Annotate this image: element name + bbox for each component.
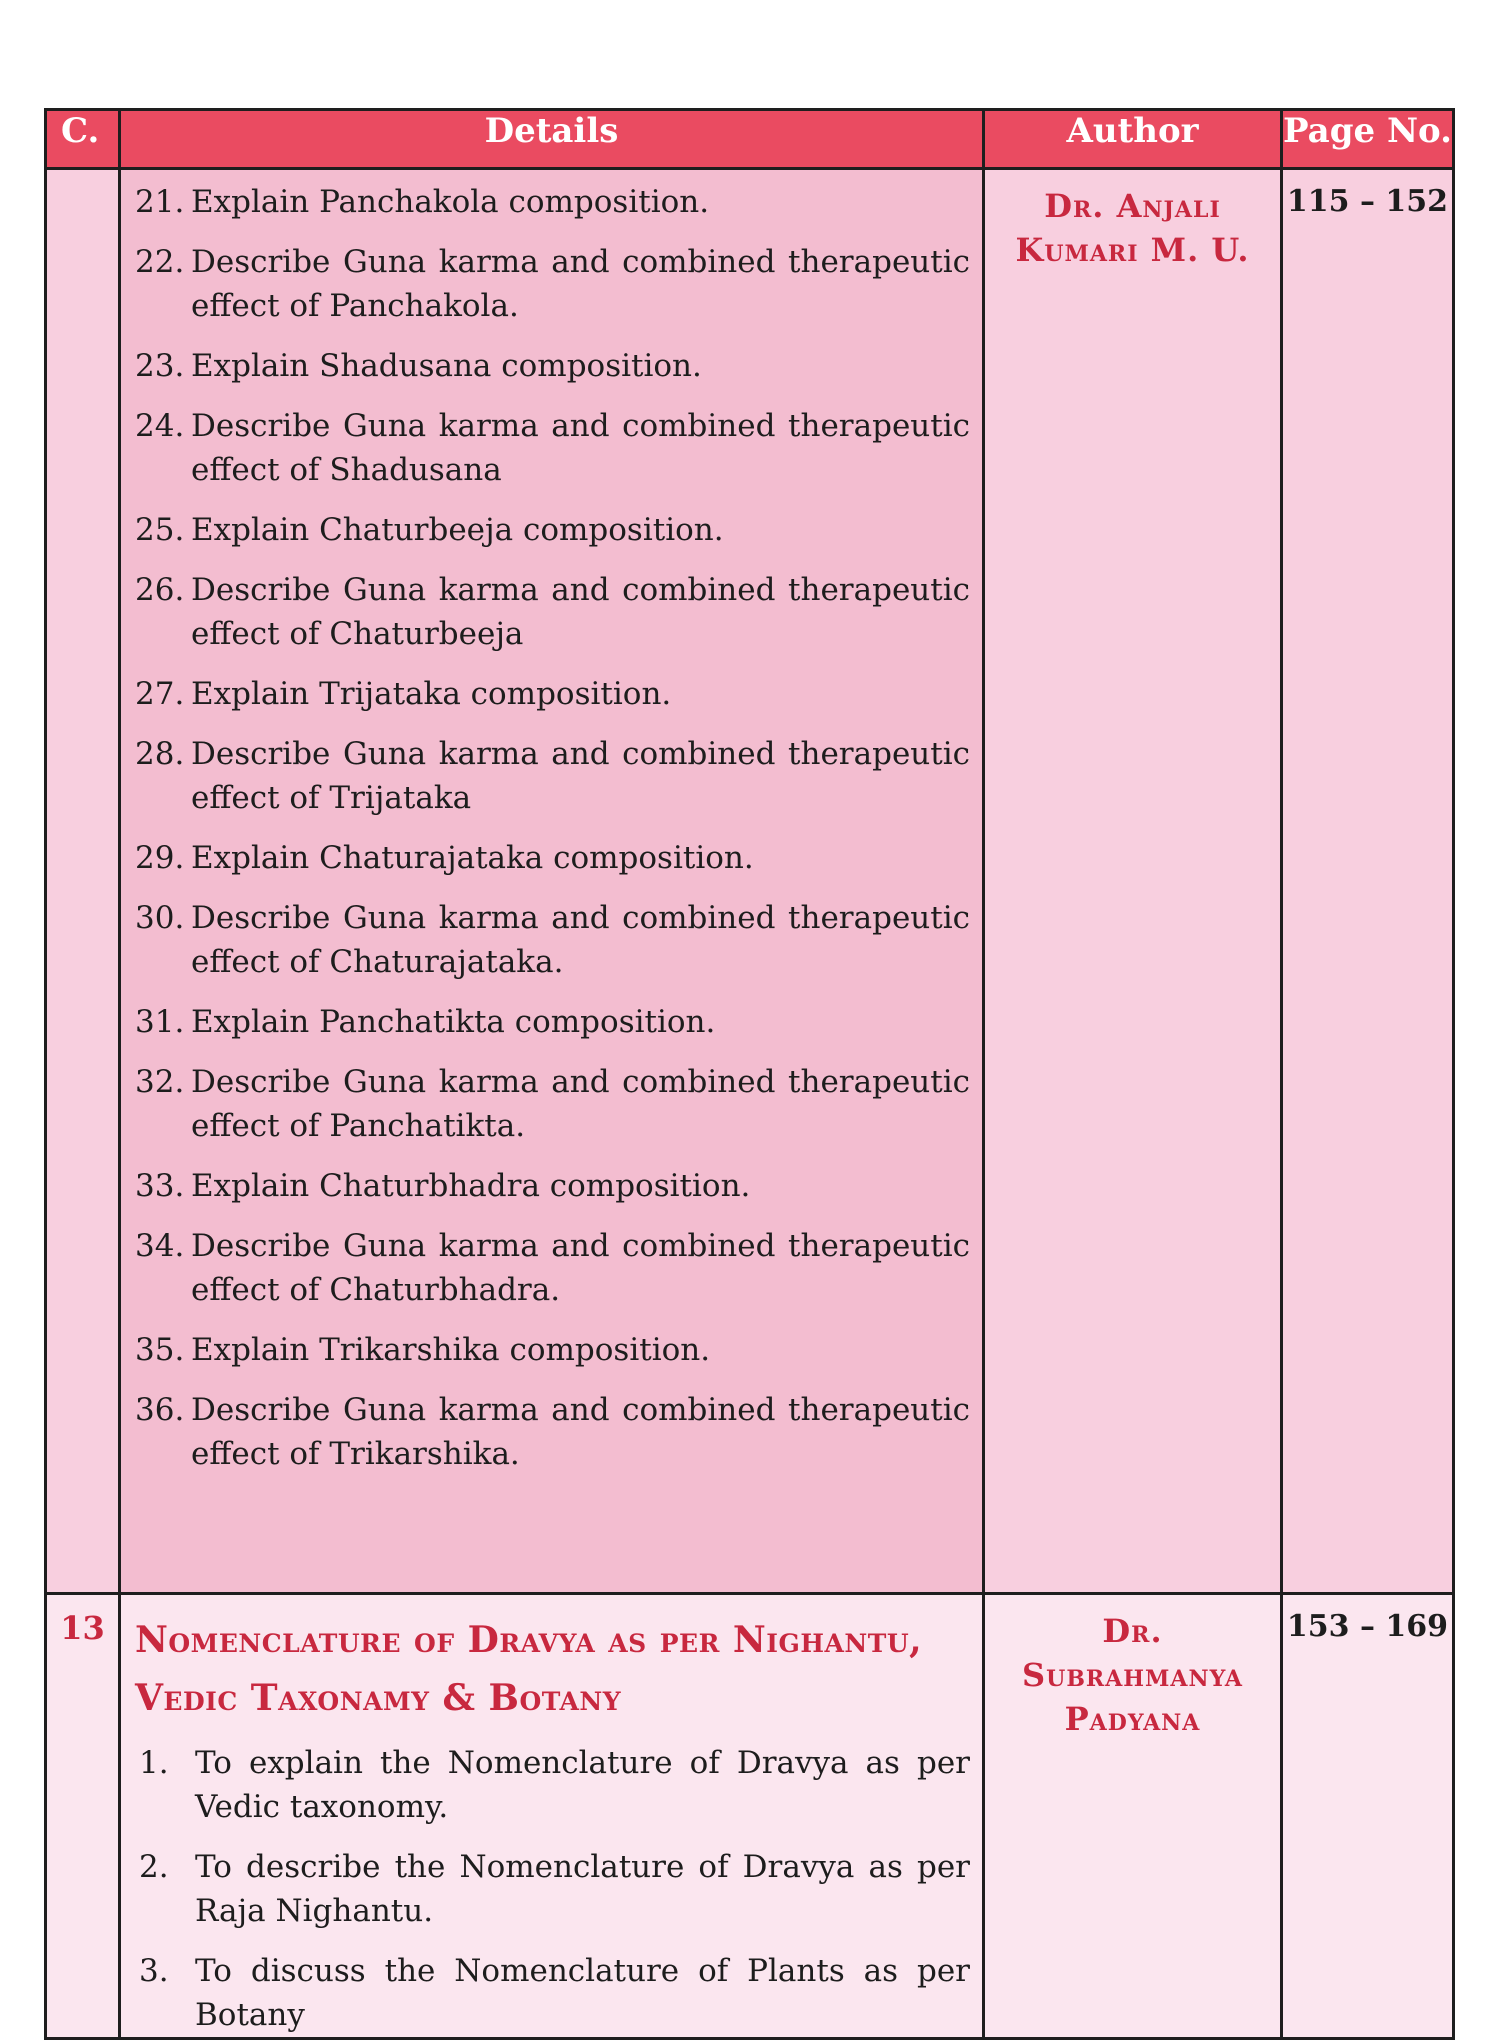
list-item: 33. Explain Chaturbhadra composition. (135, 1168, 751, 1204)
section-12-author: Dr. Anjali Kumari M. U. (984, 169, 1282, 1594)
list-item: 34. Describe Guna karma and combined therapeutic effect of Chaturbhadra. (135, 1228, 970, 1308)
list-item: 30. Describe Guna karma and combined therapeutic effect of Chaturajataka. (135, 900, 970, 980)
contents-table (44, 108, 1455, 2040)
list-item: 24. Describe Guna karma and combined therapeutic effect of Shadusana (135, 408, 970, 488)
header-details: Details (120, 110, 984, 169)
section-12-number (46, 169, 120, 1594)
list-item: 31. Explain Panchatikta composition. (135, 1004, 716, 1040)
list-item: 2. To describe the Nomenclature of Dravya as per Raja Nighantu. (139, 1849, 970, 1929)
list-item: 28. Describe Guna karma and combined therapeutic effect of Trijataka (135, 736, 970, 816)
section-13-pages: 153 – 169 (1282, 1594, 1454, 2039)
section-13-details (120, 1594, 984, 2039)
list-item: 3. To discuss the Nomenclature of Plants as per Botany (139, 1953, 970, 2033)
list-item: 29. Explain Chaturajataka composition. (135, 840, 754, 876)
list-item: 23. Explain Shadusana composition. (135, 348, 702, 384)
list-item: 27. Explain Trijataka composition. (135, 676, 672, 712)
section-13-author: Dr. Subrahmanya Padyana (984, 1594, 1282, 2039)
list-item: 35. Explain Trikarshika composition. (135, 1332, 711, 1368)
section-13-question-list (135, 1741, 970, 2037)
list-item: 25. Explain Chaturbeeja composition. (135, 512, 724, 548)
section-13-row (46, 1594, 1454, 2039)
section-12-row (46, 169, 1454, 1594)
list-item: 36. Describe Guna karma and combined therapeutic effect of Trikarshika. (135, 1392, 970, 1472)
header-page-no: Page No. (1282, 110, 1454, 169)
list-item: 1. To explain the Nomenclature of Dravya as per Vedic taxonomy. (139, 1745, 970, 1825)
list-item: 22. Describe Guna karma and combined therapeutic effect of Panchakola. (135, 244, 970, 324)
section-12-details (120, 169, 984, 1594)
list-item: 32. Describe Guna karma and combined therapeutic effect of Panchatikta. (135, 1064, 970, 1144)
list-item: 21. Explain Panchakola composition. (135, 184, 710, 220)
section-13-number: 13 (46, 1594, 120, 2039)
section-12-question-list (135, 180, 970, 1476)
list-item: 26. Describe Guna karma and combined therapeutic effect of Chaturbeeja (135, 572, 970, 652)
header-author: Author (984, 110, 1282, 169)
section-13-title: Nomenclature of Dravya as per Nighantu, Vedic Taxonamy & Botany (135, 1619, 923, 1719)
section-12-pages: 115 – 152 (1282, 169, 1454, 1594)
header-row (46, 110, 1454, 169)
header-c: C. (46, 110, 120, 169)
